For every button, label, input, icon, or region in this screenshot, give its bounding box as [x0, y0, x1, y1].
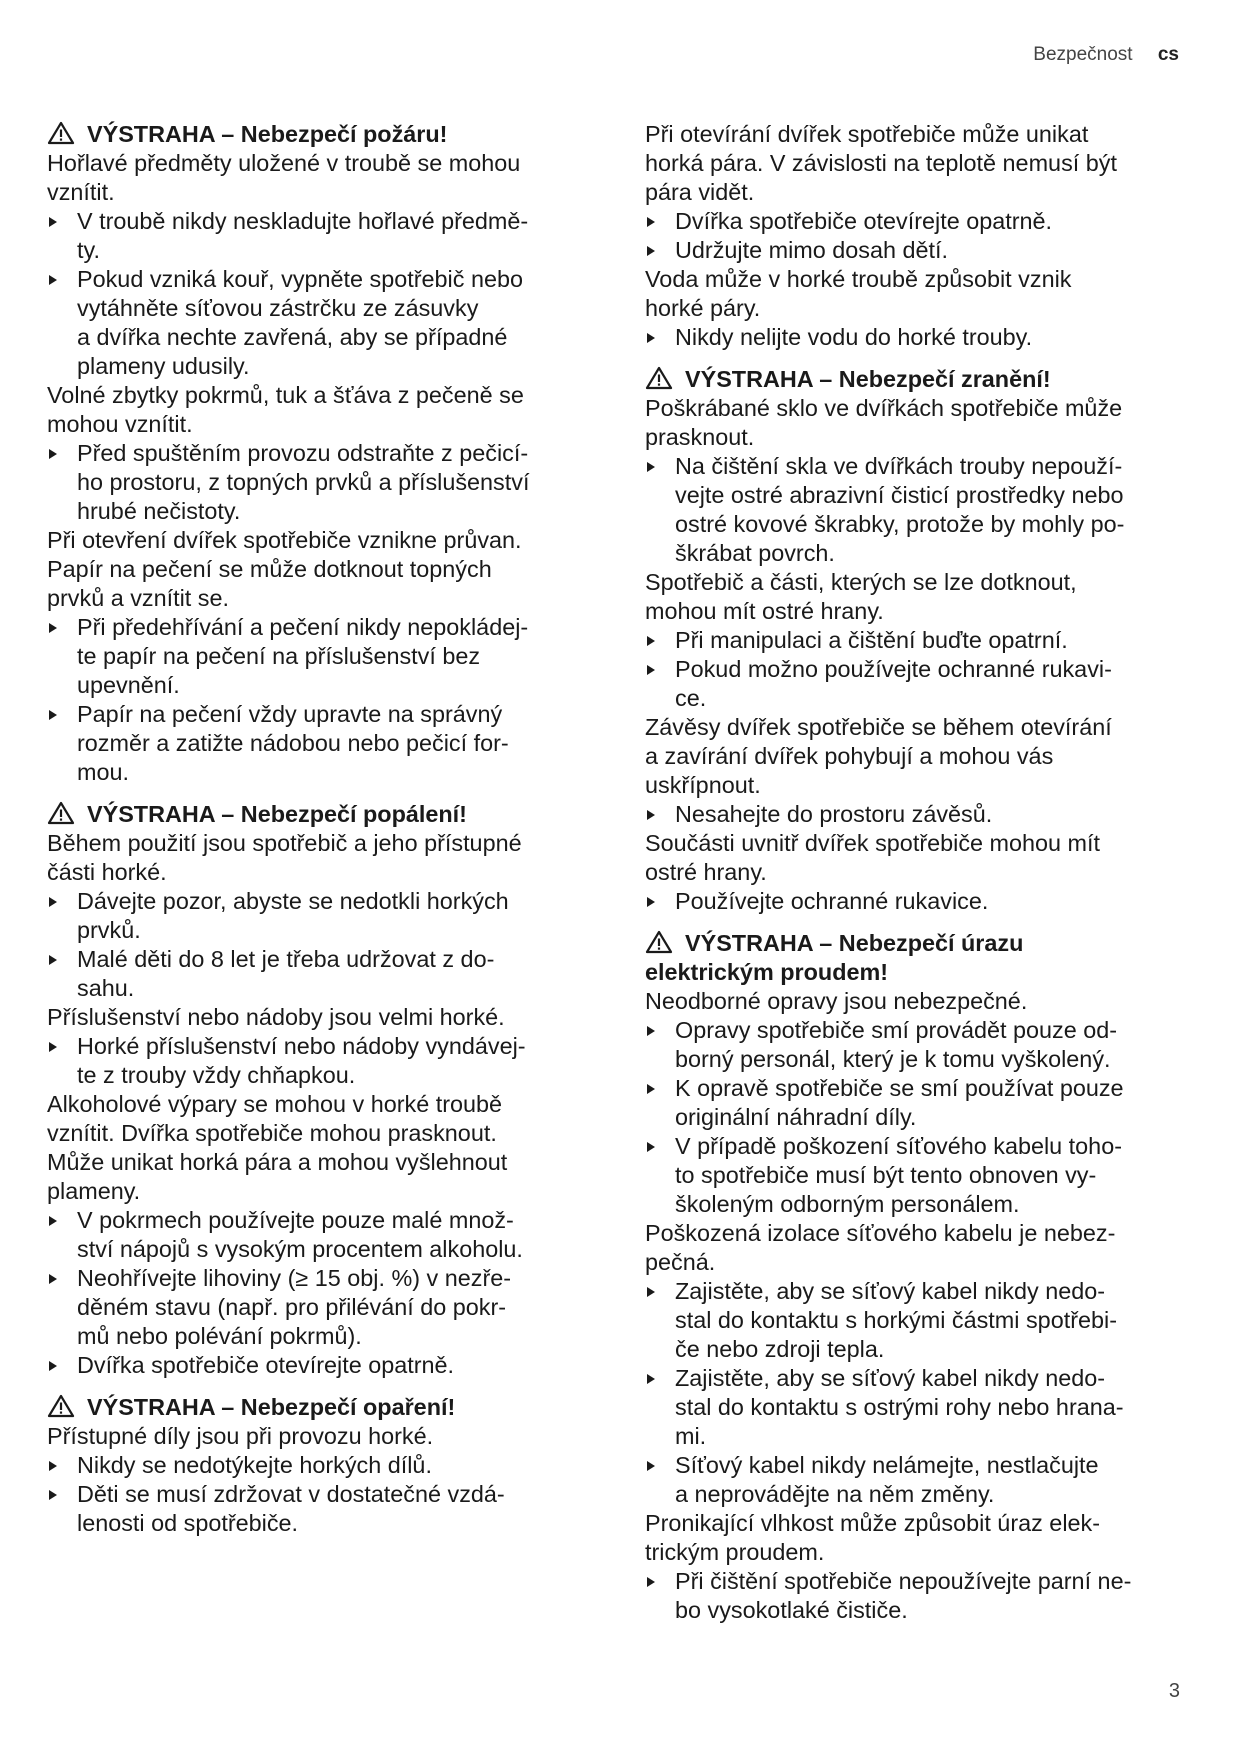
list-item: V pokrmech používejte pouze malé množ- ství nápojů s vysokým procentem alkoholu. [47, 1206, 592, 1264]
list-item: Pokud možno používejte ochranné rukavi- ce. [645, 655, 1190, 713]
text-line: Součásti uvnitř dvířek spotřebiče mohou mít [645, 830, 1101, 856]
bullet-arrow-icon [647, 665, 655, 675]
bullet-arrow-icon [647, 636, 655, 646]
bullet-arrow-icon [647, 462, 655, 472]
left-column [47, 120, 592, 1538]
text-line: Poškrábané sklo ve dvířkách spotřebiče může [645, 395, 1123, 421]
warning-electric [645, 929, 1190, 1625]
text-line: Poškozená izolace síťového kabelu je nebez- [645, 1220, 1116, 1246]
text-line: uskřípnout. [645, 772, 761, 798]
list-item: Zajistěte, aby se síťový kabel nikdy nedo- stal do kontaktu s ostrými rohy nebo hrana- mi. [645, 1364, 1190, 1451]
bullet-arrow-icon [49, 1461, 57, 1471]
bullet-arrow-icon [647, 246, 655, 256]
warning-title: VÝSTRAHA – Nebezpečí požáru! [47, 120, 592, 149]
text-line: ostré hrany. [645, 859, 767, 885]
list-item: V případě poškození síťového kabelu toho- to spotřebiče musí být tento obnoven vy- školeným odborným personálem. [645, 1132, 1190, 1219]
text-line: Může unikat horká pára a mohou vyšlehnout [47, 1149, 508, 1175]
text-line: Závěsy dvířek spotřebiče se během otevírání [645, 714, 1112, 740]
warning-title-continued: elektrickým proudem! [645, 959, 889, 985]
text-line: části horké. [47, 859, 167, 885]
bullet-arrow-icon [49, 897, 57, 907]
text-line: Během použití jsou spotřebič a jeho přístupné [47, 830, 522, 856]
bullet-arrow-icon [49, 955, 57, 965]
bullet-arrow-icon [49, 1361, 57, 1371]
text-line: vznítit. [47, 179, 115, 205]
warning-scald [47, 1393, 592, 1538]
bullet-arrow-icon [647, 1287, 655, 1297]
list-item: Nikdy nelijte vodu do horké trouby. [645, 323, 1190, 352]
list-item: Děti se musí zdržovat v dostatečné vzdá- lenosti od spotřebiče. [47, 1480, 592, 1538]
text-line: pára vidět. [645, 179, 755, 205]
text-line: trickým proudem. [645, 1539, 825, 1565]
text-line: Alkoholové výpary se mohou v horké troubě [47, 1091, 503, 1117]
language-code: cs [1157, 44, 1179, 65]
bullet-arrow-icon [49, 217, 57, 227]
list-item: Dvířka spotřebiče otevírejte opatrně. [47, 1351, 592, 1380]
page-header [1033, 44, 1179, 66]
list-item: Dávejte pozor, abyste se nedotkli horkých prvků. [47, 887, 592, 945]
text-line: mohou mít ostré hrany. [645, 598, 884, 624]
text-line: prvků a vznítit se. [47, 585, 229, 611]
bullet-arrow-icon [647, 1142, 655, 1152]
page-number: 3 [1168, 1680, 1180, 1702]
bullet-arrow-icon [647, 897, 655, 907]
text-line: Neodborné opravy jsou nebezpečné. [645, 988, 1028, 1014]
list-item: K opravě spotřebiče se smí používat pouze originální náhradní díly. [645, 1074, 1190, 1132]
bullet-arrow-icon [647, 1084, 655, 1094]
bullet-arrow-icon [647, 1026, 655, 1036]
list-item: Pokud vzniká kouř, vypněte spotřebič nebo vytáhněte síťovou zástrčku ze zásuvky a dvířka nechte zavřená, aby se případné plameny udusily. [47, 265, 592, 381]
bullet-arrow-icon [647, 810, 655, 820]
text-line: Pronikající vlhkost může způsobit úraz elek- [645, 1510, 1101, 1536]
text-line: mohou vznítit. [47, 411, 193, 437]
text-line: Při otevírání dvířek spotřebiče může unikat [645, 121, 1089, 147]
list-item: Malé děti do 8 let je třeba udržovat z do- sahu. [47, 945, 592, 1003]
warning-triangle-icon [645, 930, 673, 954]
bullet-arrow-icon [49, 1274, 57, 1284]
text-line: Příslušenství nebo nádoby jsou velmi horké. [47, 1004, 505, 1030]
list-item: V troubě nikdy neskladujte hořlavé předmě- ty. [47, 207, 592, 265]
warning-title: VÝSTRAHA – Nebezpečí zranění! [645, 365, 1190, 394]
bullet-arrow-icon [49, 275, 57, 285]
list-item: Při předehřívání a pečení nikdy nepokládej- te papír na pečení na příslušenství bez upevnění. [47, 613, 592, 700]
right-column [645, 120, 1190, 1625]
list-item: Při čištění spotřebiče nepoužívejte parní ne- bo vysokotlaké čističe. [645, 1567, 1190, 1625]
bullet-arrow-icon [49, 1216, 57, 1226]
section-title: Bezpečnost [1033, 44, 1133, 65]
text-line: Volné zbytky pokrmů, tuk a šťáva z pečeně se [47, 382, 524, 408]
text-line: prasknout. [645, 424, 755, 450]
warning-title: VÝSTRAHA – Nebezpečí popálení! [47, 800, 592, 829]
warning-title: VÝSTRAHA – Nebezpečí opaření! [47, 1393, 592, 1422]
warning-title: VÝSTRAHA – Nebezpečí úrazu [645, 929, 1190, 958]
bullet-arrow-icon [647, 1577, 655, 1587]
warning-triangle-icon [47, 1394, 75, 1418]
warning-burn [47, 800, 592, 1380]
list-item: Při manipulaci a čištění buďte opatrní. [645, 626, 1190, 655]
warning-triangle-icon [47, 801, 75, 825]
list-item: Zajistěte, aby se síťový kabel nikdy nedo- stal do kontaktu s horkými částmi spotřebi- če nebo zdroji tepla. [645, 1277, 1190, 1364]
text-line: Voda může v horké troubě způsobit vznik [645, 266, 1072, 292]
list-item: Před spuštěním provozu odstraňte z pečicí- ho prostoru, z topných prvků a příslušenství hrubé nečistoty. [47, 439, 592, 526]
bullet-arrow-icon [49, 623, 57, 633]
warning-triangle-icon [645, 366, 673, 390]
list-item: Dvířka spotřebiče otevírejte opatrně. [645, 207, 1190, 236]
list-item: Udržujte mimo dosah dětí. [645, 236, 1190, 265]
text-line: horké páry. [645, 295, 761, 321]
list-item: Opravy spotřebiče smí provádět pouze od- borný personál, který je k tomu vyškolený. [645, 1016, 1190, 1074]
list-item: Nesahejte do prostoru závěsů. [645, 800, 1190, 829]
bullet-arrow-icon [647, 1374, 655, 1384]
list-item: Papír na pečení vždy upravte na správný rozměr a zatižte nádobou nebo pečicí for- mou. [47, 700, 592, 787]
text-line: Při otevření dvířek spotřebiče vznikne průvan. [47, 527, 522, 553]
bullet-arrow-icon [49, 710, 57, 720]
text-line: Hořlavé předměty uložené v troubě se mohou [47, 150, 521, 176]
list-item: Síťový kabel nikdy nelámejte, nestlačujte a neprovádějte na něm změny. [645, 1451, 1190, 1509]
text-line: Papír na pečení se může dotknout topných [47, 556, 492, 582]
list-item: Horké příslušenství nebo nádoby vyndávej- te z trouby vždy chňapkou. [47, 1032, 592, 1090]
list-item: Neohřívejte lihoviny (≥ 15 obj. %) v nezře- děném stavu (např. pro přilévání do pokr- mů nebo polévání pokrmů). [47, 1264, 592, 1351]
text-line: vznítit. Dvířka spotřebiče mohou prasknout. [47, 1120, 497, 1146]
bullet-arrow-icon [647, 1461, 655, 1471]
list-item: Nikdy se nedotýkejte horkých dílů. [47, 1451, 592, 1480]
warning-triangle-icon [47, 121, 75, 145]
warning-injury [645, 365, 1190, 916]
bullet-arrow-icon [49, 1042, 57, 1052]
text-line: a zavírání dvířek pohybují a mohou vás [645, 743, 1054, 769]
list-item: Používejte ochranné rukavice. [645, 887, 1190, 916]
warning-fire [47, 120, 592, 787]
bullet-arrow-icon [49, 1490, 57, 1500]
text-line: pečná. [645, 1249, 716, 1275]
bullet-arrow-icon [647, 217, 655, 227]
bullet-arrow-icon [49, 449, 57, 459]
text-line: plameny. [47, 1178, 141, 1204]
bullet-arrow-icon [647, 333, 655, 343]
text-line: Přístupné díly jsou při provozu horké. [47, 1423, 434, 1449]
steam-continuation [645, 120, 1190, 352]
list-item: Na čištění skla ve dvířkách trouby nepouží- vejte ostré abrazivní čisticí prostředky nebo ostré kovové škrabky, protože by mohly po- škrábat povrch. [645, 452, 1190, 568]
text-line: Spotřebič a části, kterých se lze dotknout, [645, 569, 1077, 595]
text-line: horká pára. V závislosti na teplotě nemusí být [645, 150, 1117, 176]
